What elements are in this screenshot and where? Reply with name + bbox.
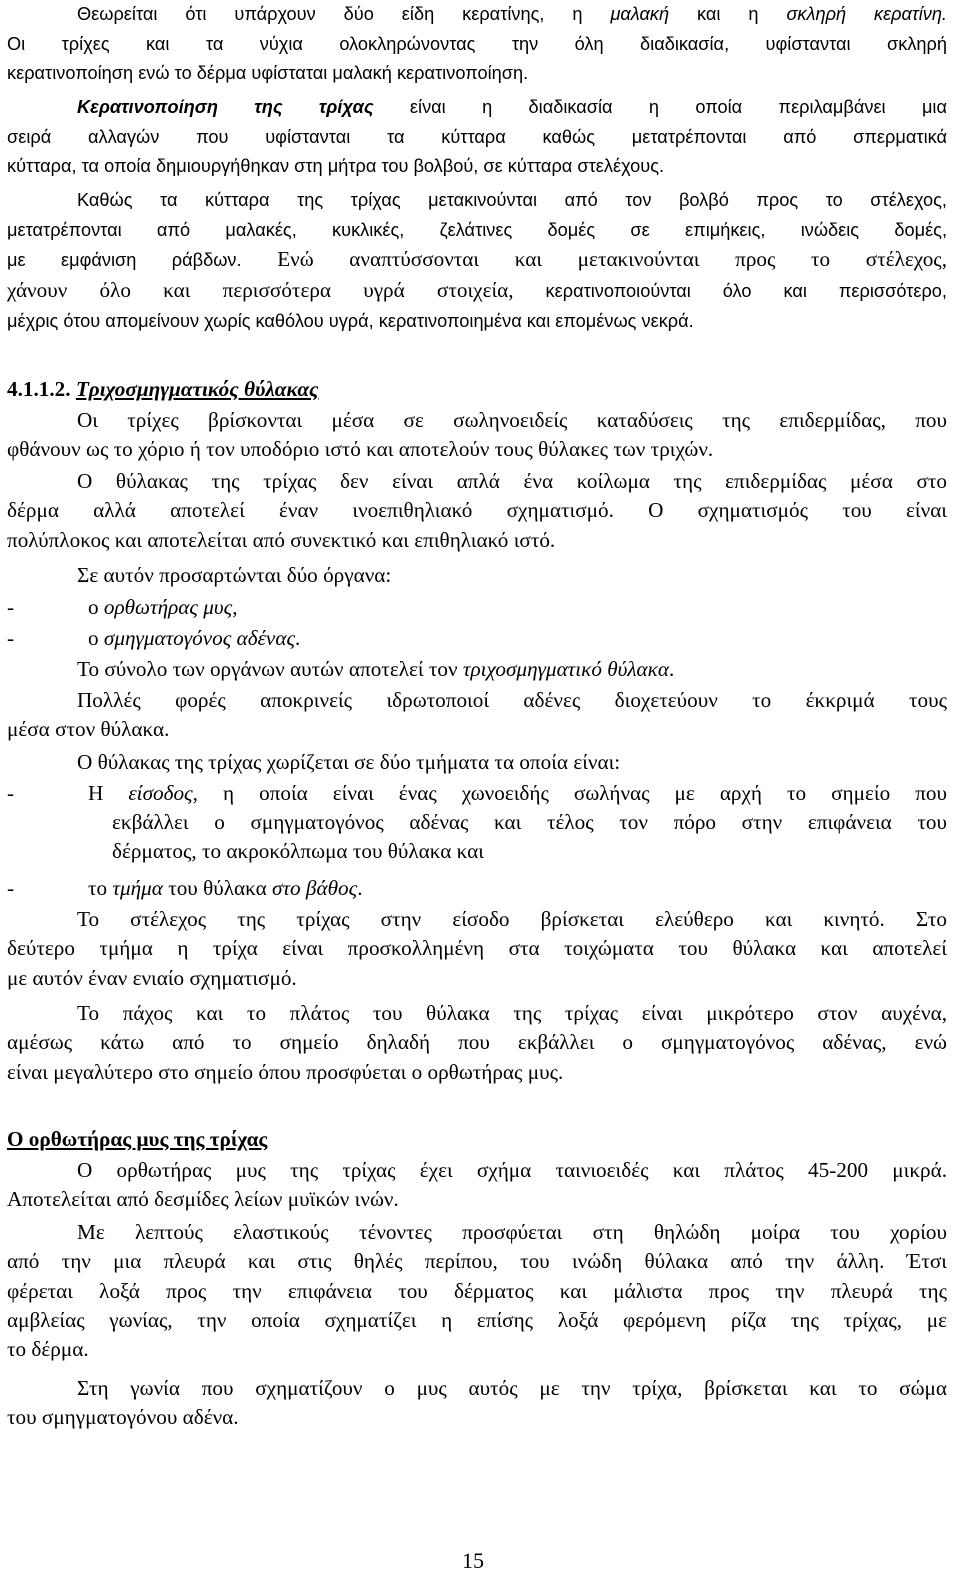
- paragraph-keratin-types: [7, 0, 947, 89]
- paragraph-cell-migration: [7, 186, 947, 337]
- document-page: Θεωρείται ότι υπάρχουν δύο είδη κερατίνης, η μαλακή και η σκληρή κερατίνη. Οι τρίχες και τα νύχια ολοκληρώνοντας την όλη διαδικασία, υφίστανται σκληρή κερατινοποίηση ενώ το δέρμα υφίσταται μαλακή κερατινοποίηση. Κερατινοποίηση της τρίχας είναι η διαδικασία η οποία περιλαμβάνει μια σειρά αλλαγών που υφίστανται τα κύτταρα καθώς μετατρέπονται από σπερματικά κύτταρα, τα οποία δημιουργήθηκαν στη μήτρα του βολβού, σε κύτταρα στελέχους. Καθώς τα κύτταρα της τρίχας μετακινούνται από τον βολβό προς το στέλεχος, μετατρέπονται από μαλακές, κυκλικές, ζελάτινες δομές σε επιμήκεις, ινώδεις δομές, με εμφάνιση ράβδων. Ενώ αναπτύσσονται και μετακινούνται προς το στέλεχος, χάνουν όλο και περισσότερα υγρά στοιχεία, κερατινοποιούνται όλο και περισσότερο, μέχρις ότου απομείνουν χωρίς καθόλου υγρά, κερατινοποιημένα και επομένως νεκρά. 4.1.1.2. Τριχοσμηγματικός θύλακας Οι τρίχες βρίσκονται μέσα σε σωληνοειδείς καταδύσεις της επιδερμίδας, που φθάνουν ως το χόριο ή τον υποδόριο ιστό και αποτελούν τους θύλακες των τριχών. Ο θύλακας της τρίχας δεν είναι απλά ένα κοίλωμα της επιδερμίδας μέσα στο δέρμα αλλά αποτελεί έναν ινοεπιθηλιακό σχηματισμό. Ο σχηματισμός του είναι πολύπλοκος και αποτελείται από συνεκτικό και επιθηλιακό ιστό. Σε αυτόν προσαρτώνται δύο όργανα: - ο ορθωτήρας μυς, - ο σμηγματογόνος αδένας. Το σύνολο των οργάνων αυτών αποτελεί τον τριχοσμηγματικό θύλακα. Πολλές φορές αποκρινείς ιδρωτοποιοί αδένες διοχετεύουν το έκκριμά τους μέσα στον θύλακα. Ο θύλακας της τρίχας χωρίζεται σε δύο τμήματα τα οποία είναι: - Η είσοδος, η οποία είναι ένας χωνοειδής σωλήνας με αρχή το σημείο που εκβάλλει ο σμηγματογόνος αδένας και τέλος τον πόρο στην επιφάνεια του δέρματος, το ακροκόλπωμα του θύλακα και - το τμήμα του θύλακα στο βάθος. Το στέλεχος της τρίχας στην είσοδο βρίσκεται ελεύθερο και κινητό. Στο δεύτερο τμήμα η τρίχα είναι προσκολλημένη στα τοιχώματα του θύλακα και αποτελεί με αυτόν έναν ενιαίο σχηματισμό. Το πάχος και το πλάτος του θύλακα της τρίχας είναι μικρότερο στον αυχένα, αμέσως κάτω από το σημείο δηλαδή που εκβάλλει ο σμηγματογόνος αδένας, ενώ είναι μεγαλύτερο στο σημείο όπου προσφύεται ο ορθωτήρας μυς. Ο ορθωτήρας μυς της τρίχας Ο ορθωτήρας μυς της τρίχας έχει σχήμα ταινιοειδές και πλάτος 45-200 μικρά. Αποτελείται από δεσμίδες λείων μυϊκών ινών. Με λεπτούς ελαστικούς τένοντες προσφύεται στη θηλώδη μοίρα του χορίου από την μια πλευρά και στις θηλές περίπου, του ινώδη θύλακα από την άλλη. Έτσι φέρεται λοξά προς την επιφάνεια του δέρματος και μάλιστα προς την πλευρά της αμβλείας γωνίας, την οποία σχηματίζει η επίσης λοξά φερόμενη ρίζα της τρίχας, με το δέρμα. Στη γωνία που σχηματίζουν ο μυς αυτός με την τρίχα, βρίσκεται και το σώμα του σμηγματογόνου αδένα. 15: [0, 0, 960, 1590]
- list-dash: -: [7, 626, 15, 650]
- section-heading: [7, 375, 318, 404]
- list-item: [7, 779, 947, 869]
- list-dash: -: [7, 781, 15, 805]
- text-line: Η είσοδος, η οποία είναι ένας χωνοειδής σωλήνας με αρχή το σημείο που: [88, 781, 947, 805]
- section-number: 4.1.1.2.: [7, 377, 71, 401]
- paragraph-two-organs: [7, 561, 947, 590]
- text-line: Το σύνολο των οργάνων αυτών αποτελεί τον τριχοσμηγματικό θύλακα.: [77, 657, 675, 681]
- paragraph-follicle-location: [7, 406, 947, 465]
- paragraph-arrector-shape: [7, 1156, 947, 1215]
- subsection-heading: Ο ορθωτήρας μυς της τρίχας: [7, 1127, 268, 1151]
- text-line: κερατινοποίηση ενώ το δέρμα υφίσταται μαλακή κερατινοποίηση.: [7, 63, 529, 84]
- text-line: Το στέλεχος της τρίχας στην είσοδο βρίσκεται ελεύθερο και κινητό. Στο: [77, 907, 947, 931]
- text-line: Ο θύλακας της τρίχας δεν είναι απλά ένα κοίλωμα της επιδερμίδας μέσα στο: [77, 469, 947, 493]
- text-line: Θεωρείται ότι υπάρχουν δύο είδη κερατίνης, η μαλακή και η σκληρή κερατίνη.: [77, 4, 947, 24]
- text-line: το δέρμα.: [7, 1337, 89, 1362]
- term-arrector-muscle: ορθωτήρας μυς: [103, 595, 233, 619]
- paragraph-hair-keratinization: [7, 93, 947, 182]
- text-line: από την μια πλευρά και στις θηλές περίπου, του ινώδη θύλακα από την άλλη. Έτσι: [7, 1249, 947, 1274]
- section-title: Τριχοσμηγματικός θύλακας: [75, 377, 319, 401]
- text-line: Σε αυτόν προσαρτώνται δύο όργανα:: [77, 563, 392, 587]
- text-line: Αποτελείται από δεσμίδες λείων μυϊκών ινών.: [7, 1187, 399, 1212]
- list-dash: -: [7, 876, 15, 900]
- paragraph-follicle-parts: [7, 748, 947, 777]
- text-line: Οι τρίχες και τα νύχια ολοκληρώνοντας την όλη διαδικασία, υφίστανται σκληρή: [7, 33, 947, 54]
- text-line: αμβλείας γωνίας, την οποία σχηματίζει η επίσης λοξά φερόμενη ρίζα της τρίχας, με: [7, 1307, 947, 1332]
- text-line: μετατρέπονται από μαλακές, κυκλικές, ζελάτινες δομές σε επιμήκεις, ινώδεις δομές,: [7, 219, 947, 240]
- text-line: με αυτόν έναν ενιαίο σχηματισμό.: [7, 965, 297, 990]
- emphasis-hard: σκληρή κερατίνη.: [786, 4, 947, 24]
- text-line: μέχρις ότου απομείνουν χωρίς καθόλου υγρά, κερατινοποιημένα και επομένως νεκρά.: [7, 310, 694, 331]
- term-sebaceous-gland: σμηγματογόνος αδένας: [103, 626, 296, 650]
- paragraph-angle-gland: [7, 1374, 947, 1433]
- term-depth: στο βάθος: [272, 876, 358, 900]
- paragraph-follicle-thickness: [7, 999, 947, 1087]
- text-line: Κερατινοποίηση της τρίχας είναι η διαδικασία η οποία περιλαμβάνει μια: [77, 97, 947, 117]
- term-pilosebaceous: τριχοσμηγματικό θύλακα: [462, 657, 669, 681]
- paragraph-arrector-attachment: [7, 1218, 947, 1364]
- paragraph-shaft-entrance: [7, 905, 947, 993]
- text-line: Στη γωνία που σχηματίζουν ο μυς αυτός με την τρίχα, βρίσκεται και το σώμα: [77, 1376, 947, 1400]
- text-line: κύτταρα, τα οποία δημιουργήθηκαν στη μήτρα του βολβού, σε κύτταρα στελέχους.: [7, 156, 665, 177]
- text-line: φέρεται λοξά προς την επιφάνεια του δέρματος και μάλιστα προς την πλευρά της: [7, 1278, 947, 1303]
- text-line: εκβάλλει ο σμηγματογόνος αδένας και τέλος τον πόρο στην επιφάνεια του: [112, 810, 947, 834]
- page-number: 15: [462, 1548, 484, 1573]
- paragraph-pilosebaceous-unit: [7, 655, 947, 684]
- emphasis-soft: μαλακή: [610, 4, 670, 24]
- text-line: με εμφάνιση ράβδων. Ενώ αναπτύσσονται και μετακινούνται προς το στέλεχος,: [7, 247, 947, 272]
- text-line: δέρμα αλλά αποτελεί έναν ινοεπιθηλιακό σχηματισμό. Ο σχηματισμός του είναι: [7, 498, 947, 523]
- text-line: είναι μεγαλύτερο στο σημείο όπου προσφύεται ο ορθωτήρας μυς.: [7, 1059, 564, 1084]
- list-dash: -: [7, 595, 15, 619]
- text-line: δέρματος, το ακροκόλπωμα του θύλακα και: [112, 839, 484, 864]
- text-line: Με λεπτούς ελαστικούς τένοντες προσφύεται στη θηλώδη μοίρα του χορίου: [77, 1220, 947, 1244]
- text-line: χάνουν όλο και περισσότερα υγρά στοιχεία, κερατινοποιούνται όλο και περισσότερο,: [7, 278, 947, 303]
- text-line: Ο θύλακας της τρίχας χωρίζεται σε δύο τμήματα τα οποία είναι:: [77, 750, 621, 774]
- text-line: Το πάχος και το πλάτος του θύλακα της τρίχας είναι μικρότερο στον αυχένα,: [77, 1001, 947, 1025]
- text-line: Ο ορθωτήρας μυς της τρίχας έχει σχήμα ταινιοειδές και πλάτος 45-200 μικρά.: [77, 1158, 947, 1182]
- term-entrance: είσοδος: [128, 781, 193, 805]
- text-line: Πολλές φορές αποκρινείς ιδρωτοποιοί αδένες διοχετεύουν το έκκριμά τους: [77, 688, 947, 712]
- text-line: φθάνουν ως το χόριο ή τον υποδόριο ιστό και αποτελούν τους θύλακες των τριχών.: [7, 437, 714, 462]
- text-line: σειρά αλλαγών που υφίστανται τα κύτταρα καθώς μετατρέπονται από σπερματικά: [7, 126, 947, 147]
- text-line: Καθώς τα κύτταρα της τρίχας μετακινούνται από τον βολβό προς το στέλεχος,: [77, 190, 947, 210]
- text-line: Οι τρίχες βρίσκονται μέσα σε σωληνοειδείς καταδύσεις της επιδερμίδας, που: [77, 408, 947, 432]
- text-line: του σμηγματογόνου αδένα.: [7, 1405, 239, 1430]
- text-line: πολύπλοκος και αποτελείται από συνεκτικό και επιθηλιακό ιστό.: [7, 527, 556, 552]
- text-line: αμέσως κάτω από το σημείο δηλαδή που εκβάλλει ο σμηγματογόνος αδένας, ενώ: [7, 1030, 947, 1055]
- text-line: δεύτερο τμήμα η τρίχα είναι προσκολλημένη στα τοιχώματα του θύλακα και αποτελεί: [7, 936, 947, 961]
- paragraph-follicle-structure: [7, 467, 947, 555]
- text-line: μέσα στον θύλακα.: [7, 717, 170, 742]
- term-hair-keratinization: Κερατινοποίηση της τρίχας: [77, 97, 374, 117]
- paragraph-apocrine-glands: [7, 686, 947, 745]
- term-section: τμήμα: [112, 876, 163, 900]
